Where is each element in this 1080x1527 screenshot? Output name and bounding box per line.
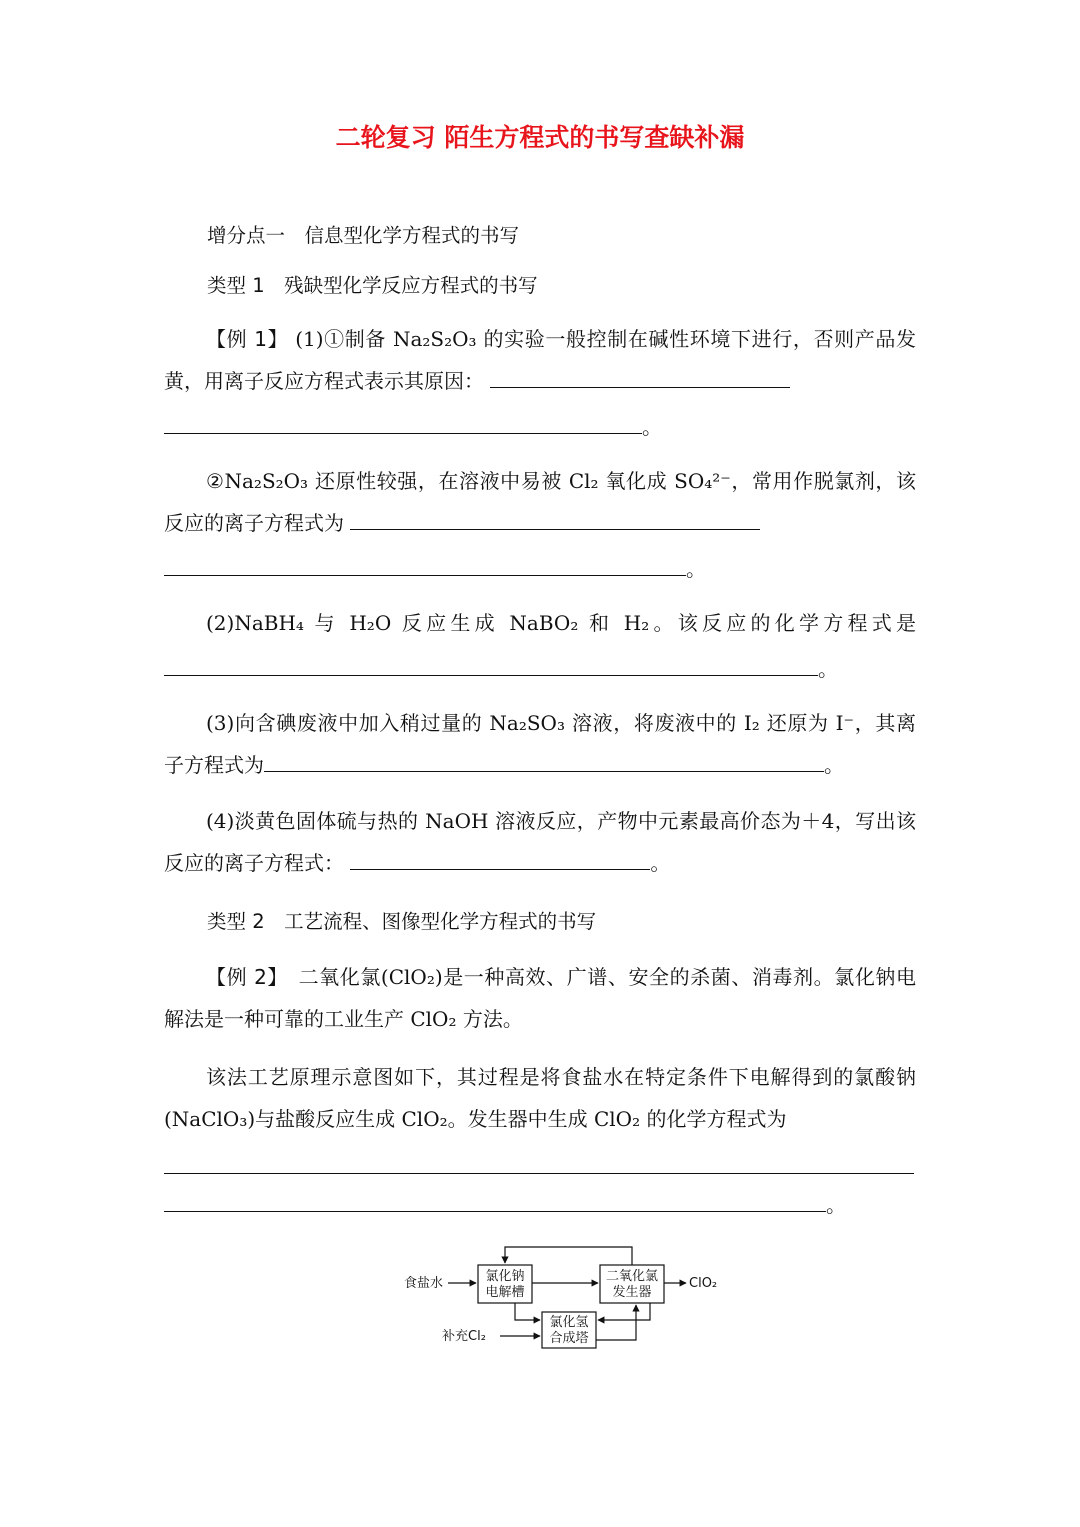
type-2-heading: 类型 2 工艺流程、图像型化学方程式的书写 bbox=[207, 910, 597, 933]
box2-line2: 发生器 bbox=[612, 1285, 652, 1300]
ex1-q2: (2)NaBH₄ 与 H₂O 反应生成 NaBO₂ 和 H₂。该反应的化学方程式是 bbox=[206, 611, 916, 635]
ex2-p1 bbox=[164, 956, 916, 1040]
answer-blank[interactable] bbox=[164, 415, 642, 434]
ex1-q4: (4)淡黄色固体硫与热的 NaOH 溶液反应，产物中元素最高价态为＋4，写出该反应的离子方程式： 。 bbox=[164, 809, 916, 875]
ex1-q1b bbox=[164, 460, 916, 544]
type-1-heading: 类型 1 残缺型化学反应方程式的书写 bbox=[207, 274, 538, 297]
answer-blank[interactable] bbox=[164, 1155, 914, 1174]
process-diagram bbox=[400, 1240, 730, 1352]
ex1-q1b-text: ②Na₂S₂O₃ 还原性较强，在溶液中易被 Cl₂ 氧化成 SO₄²⁻，常用作脱氯剂，该反应的离子方程式为 bbox=[164, 469, 916, 535]
ex1-q1a bbox=[164, 318, 916, 402]
clo2-output-label: ClO₂ bbox=[689, 1276, 718, 1291]
page-title: 二轮复习 陌生方程式的书写查缺补漏 bbox=[335, 123, 745, 152]
ex2-line1 bbox=[164, 1146, 914, 1188]
box3-line2: 合成塔 bbox=[549, 1331, 589, 1346]
ex1-q2-line2: 。 bbox=[164, 648, 838, 690]
ex2-p1-text: 二氧化氯(ClO₂)是一种高效、广谱、安全的杀菌、消毒剂。氯化钠电解法是一种可靠的工业生产 ClO₂ 方法。 bbox=[164, 965, 917, 1031]
box1-line2: 电解槽 bbox=[485, 1285, 525, 1300]
ex1-q1a-text: (1)①制备 Na₂S₂O₃ 的实验一般控制在碱性环境下进行，否则产品发黄，用离子反应方程式表示其原因： bbox=[164, 327, 916, 393]
answer-blank[interactable] bbox=[164, 557, 686, 576]
ex2-tag: 【例 2】 bbox=[206, 965, 278, 989]
ex1-q1b-line2: 。 bbox=[164, 548, 706, 590]
answer-blank[interactable] bbox=[164, 1193, 826, 1212]
ex2-line2: 。 bbox=[164, 1184, 846, 1226]
ex1-q3-text: (3)向含碘废液中加入稍过量的 Na₂SO₃ 溶液，将废液中的 I₂ 还原为 I⁻，其离子方程式为 bbox=[164, 711, 916, 777]
salt-water-label: 食盐水 bbox=[404, 1276, 444, 1291]
answer-blank[interactable] bbox=[164, 657, 818, 676]
ex1-q3: (3)向含碘废液中加入稍过量的 Na₂SO₃ 溶液，将废液中的 I₂ 还原为 I⁻，其离子方程式为 。 bbox=[164, 711, 916, 777]
answer-blank[interactable] bbox=[350, 511, 760, 530]
ex1-q1a-line2: 。 bbox=[164, 406, 662, 448]
ex1-q4-text: (4)淡黄色固体硫与热的 NaOH 溶液反应，产物中元素最高价态为＋4，写出该反应的离子方程式： bbox=[164, 809, 916, 875]
answer-blank[interactable] bbox=[264, 753, 824, 772]
box1-line1: 氯化钠 bbox=[485, 1269, 525, 1284]
answer-blank[interactable] bbox=[350, 851, 650, 870]
box2-line1: 二氧化氯 bbox=[605, 1269, 659, 1284]
section-heading-1: 增分点一 信息型化学方程式的书写 bbox=[207, 224, 520, 247]
box3-line1: 氯化氢 bbox=[549, 1315, 589, 1330]
ex1-tag: 【例 1】 bbox=[206, 327, 289, 351]
answer-blank[interactable] bbox=[490, 369, 790, 388]
ex2-p2: 该法工艺原理示意图如下，其过程是将食盐水在特定条件下电解得到的氯酸钠(NaClO₃)与盐酸反应生成 ClO₂。发生器中生成 ClO₂ 的化学方程式为 bbox=[164, 1065, 916, 1131]
cl2-supplement-label: 补充Cl₂ bbox=[442, 1329, 486, 1344]
